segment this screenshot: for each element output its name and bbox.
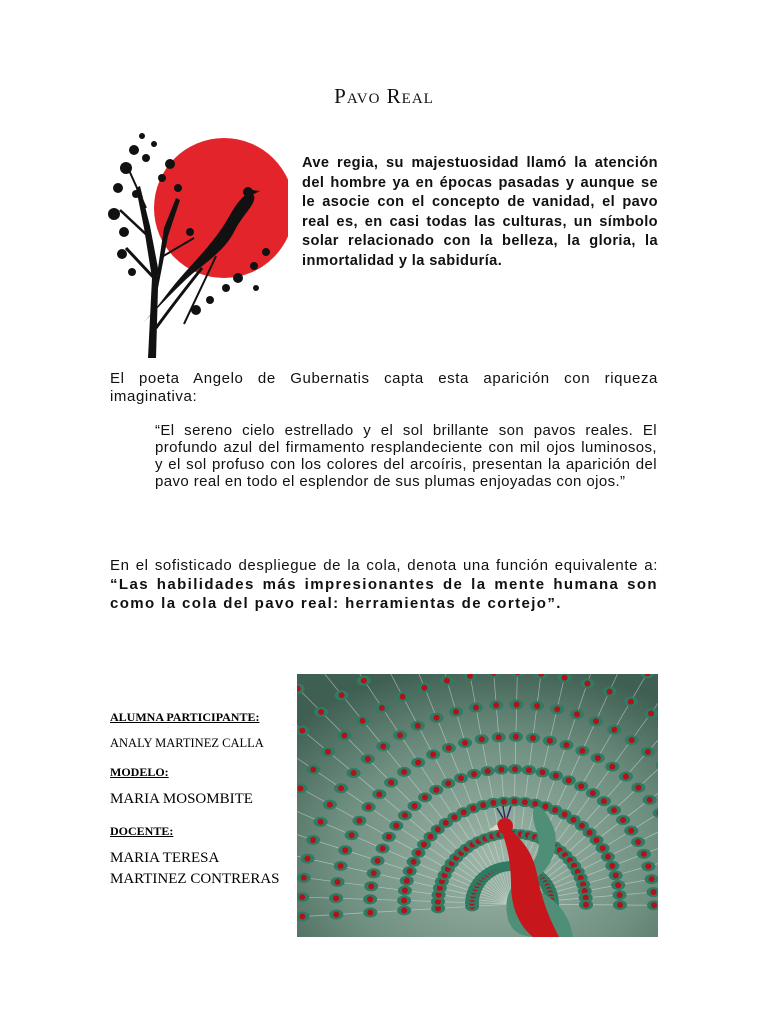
feather-eye-center: [496, 734, 502, 740]
feather-eye-center: [299, 894, 305, 900]
feather-eye-center: [339, 692, 345, 698]
feather-eye-center: [453, 709, 459, 715]
feather-eye-center: [563, 742, 569, 748]
feather-eye-center: [310, 837, 316, 843]
feather-eye-center: [511, 798, 517, 804]
feather-eye-center: [579, 748, 585, 754]
quote-block: “El sereno cielo estrellado y el sol brillante son pavos reales. El profundo azul del firmamento resplandeciente con mil ojos luminosos, y el sol profuso con los colores del arcoíris, presentan la aparición del pavo real en todo el esplendor de sus plumas enjoyadas con ojos.”: [155, 422, 657, 490]
feather-eye-center: [628, 828, 634, 834]
feather-eye-center: [361, 678, 367, 684]
feather-eye-center: [648, 711, 654, 717]
feather-eye-center: [401, 907, 407, 913]
feather-eye-center: [421, 842, 427, 848]
feather-eye-center: [566, 777, 572, 783]
feather-eye-center: [341, 733, 347, 739]
feather-eye-center: [514, 702, 520, 708]
feather-eye-center: [401, 769, 407, 775]
feather-eye-center: [462, 740, 468, 746]
paragraph-cola-quote: “Las habilidades más impresionantes de la mente humana son como la cola del pavo real: herramientas de cortejo”.: [110, 576, 658, 612]
feather-eye-center: [473, 705, 479, 711]
feather-eye-center: [587, 830, 593, 836]
model-label: MODELO:: [110, 765, 169, 779]
feather-eye-center: [415, 760, 421, 766]
feather-eye-center: [498, 767, 504, 773]
feather-eye-center: [422, 794, 428, 800]
feather-eye-center: [601, 798, 607, 804]
feather-eye-center: [605, 854, 611, 860]
feather-eye-center: [444, 678, 450, 684]
feather-eye-center: [430, 752, 436, 758]
feather-eye-center: [540, 769, 546, 775]
feather-eye-center: [301, 875, 307, 881]
feather-eye-center: [401, 898, 407, 904]
feather-eye-center: [611, 727, 617, 733]
feather-eye-center: [600, 845, 606, 851]
feather-eye-center: [380, 743, 386, 749]
feather-eye-center: [299, 728, 305, 734]
peacock-photo: [297, 674, 658, 937]
feather-eye-center: [522, 799, 528, 805]
credits-block: [110, 710, 295, 890]
feather-eye-center: [635, 785, 641, 791]
feather-eye-center: [318, 819, 324, 825]
feather-eye-center: [458, 775, 464, 781]
feather-eye-center: [393, 823, 399, 829]
feather-eye-center: [297, 786, 303, 792]
teacher-name: [110, 848, 295, 890]
feather-eye-center: [349, 832, 355, 838]
feather-eye-center: [590, 790, 596, 796]
feather-eye-center: [451, 814, 457, 820]
paragraph-cola-lead: En el sofisticado despliegue de la cola, denota una función equivalente a:: [110, 557, 658, 574]
feather-eye-center: [651, 902, 657, 908]
feather-eye-center: [411, 859, 417, 865]
feather-eye-center: [571, 817, 577, 823]
feather-eye-center: [443, 820, 449, 826]
feather-eye-center: [552, 807, 558, 813]
feather-eye-center: [333, 895, 339, 901]
feather-eye-center: [421, 685, 427, 691]
feather-eye-center: [534, 703, 540, 709]
feather-eye-center: [609, 764, 615, 770]
peacock-silhouette-illustration: [106, 128, 288, 360]
feather-eye-center: [513, 734, 519, 740]
feather-eye-center: [386, 834, 392, 840]
paragraph-gubernatis: El poeta Angelo de Gubernatis capta esta aparición con riqueza imaginativa:: [110, 370, 658, 405]
feather-eye-center: [367, 896, 373, 902]
feather-eye-center: [299, 914, 305, 920]
feather-eye-center: [376, 791, 382, 797]
feather-eye-center: [623, 774, 629, 780]
student-name: ANALY MARTINEZ CALLA: [110, 736, 264, 750]
feather-eye-center: [628, 699, 634, 705]
feather-eye-center: [342, 847, 348, 853]
feather-eye-center: [609, 863, 615, 869]
feather-eye-center: [365, 756, 371, 762]
paragraph-cola: [110, 556, 658, 613]
feather-eye-center: [620, 817, 626, 823]
feather-eye-center: [530, 735, 536, 741]
feather-eye-center: [615, 882, 621, 888]
feather-eye-center: [583, 902, 589, 908]
feather-eye-center: [553, 773, 559, 779]
feather-eye-center: [388, 780, 394, 786]
feather-eye-center: [607, 689, 613, 695]
feather-eye-center: [402, 888, 408, 894]
feather-eye-center: [594, 837, 600, 843]
feather-eye-center: [526, 767, 532, 773]
feather-eye-center: [595, 755, 601, 761]
feather-eye-center: [593, 718, 599, 724]
feather-eye-center: [470, 805, 476, 811]
feather-eye-center: [584, 681, 590, 687]
teacher-label: DOCENTE:: [110, 824, 174, 838]
feather-eye-center: [635, 839, 641, 845]
feather-eye-center: [404, 878, 410, 884]
feather-eye-center: [617, 892, 623, 898]
feather-eye-center: [445, 780, 451, 786]
model-name: MARIA MOSOMBITE: [110, 791, 253, 807]
feather-eye-center: [562, 675, 568, 681]
feather-eye-center: [360, 718, 366, 724]
intro-paragraph: Ave regia, su majestuosidad llamó la atención del hombre ya en épocas pasadas y aunque se le asocie con el concepto de vanidad, el pavo real es, en casi todas las culturas, un símbolo solar relacionado con la belleza, la gloria, la inmortalidad y la sabiduría.: [302, 155, 658, 269]
feather-eye-center: [379, 705, 385, 711]
feather-eye-center: [402, 812, 408, 818]
feather-eye-center: [371, 870, 377, 876]
feather-eye-center: [629, 737, 635, 743]
feather-eye-center: [428, 834, 434, 840]
feather-eye-center: [435, 826, 441, 832]
feather-eye-center: [647, 797, 653, 803]
feather-eye-center: [485, 768, 491, 774]
feather-eye-center: [547, 738, 553, 744]
feather-eye-center: [480, 802, 486, 808]
feather-eye-center: [613, 872, 619, 878]
feather-eye-center: [542, 803, 548, 809]
feather-eye-center: [649, 876, 655, 882]
feather-eye-center: [333, 912, 339, 918]
feather-eye-center: [490, 800, 496, 806]
feather-eye-center: [641, 851, 647, 857]
feather-eye-center: [407, 868, 413, 874]
feather-eye-center: [645, 749, 651, 755]
feather-eye-center: [310, 767, 316, 773]
feather-eye-center: [471, 771, 477, 777]
feather-eye-center: [532, 801, 538, 807]
feather-eye-center: [579, 823, 585, 829]
feather-eye-center: [318, 709, 324, 715]
feather-eye-center: [356, 818, 362, 824]
feather-eye-center: [611, 807, 617, 813]
feather-eye-center: [305, 856, 311, 862]
feather-eye-center: [501, 799, 507, 805]
teacher-name-line-2: MARTINEZ CONTRERAS: [110, 871, 280, 887]
feather-eye-center: [368, 883, 374, 889]
feather-eye-center: [415, 850, 421, 856]
feather-eye-center: [325, 749, 331, 755]
feather-eye-center: [366, 804, 372, 810]
feather-eye-center: [327, 802, 333, 808]
feather-eye-center: [578, 783, 584, 789]
feather-eye-center: [338, 785, 344, 791]
feather-eye-center: [554, 706, 560, 712]
feather-eye-center: [446, 745, 452, 751]
feather-eye-center: [351, 770, 357, 776]
feather-eye-center: [400, 694, 406, 700]
feather-eye-center: [493, 702, 499, 708]
feather-eye-center: [367, 910, 373, 916]
feather-eye-center: [335, 879, 341, 885]
feather-eye-center: [433, 787, 439, 793]
teacher-name-line-1: MARIA TERESA: [110, 850, 220, 866]
feather-eye-center: [479, 736, 485, 742]
feather-eye-center: [338, 863, 344, 869]
feather-eye-center: [461, 809, 467, 815]
feather-eye-center: [380, 846, 386, 852]
student-label: ALUMNA PARTICIPANTE:: [110, 710, 260, 724]
feather-eye-center: [397, 732, 403, 738]
feather-eye-center: [412, 803, 418, 809]
feather-eye-center: [415, 723, 421, 729]
feather-eye-center: [617, 902, 623, 908]
feather-eye-center: [512, 766, 518, 772]
feather-eye-center: [574, 711, 580, 717]
feather-eye-center: [651, 889, 657, 895]
feather-eye-center: [562, 811, 568, 817]
feather-eye-center: [375, 858, 381, 864]
feather-eye-center: [645, 863, 651, 869]
page-title: Pavo Real: [334, 84, 434, 108]
feather-eye-center: [434, 715, 440, 721]
